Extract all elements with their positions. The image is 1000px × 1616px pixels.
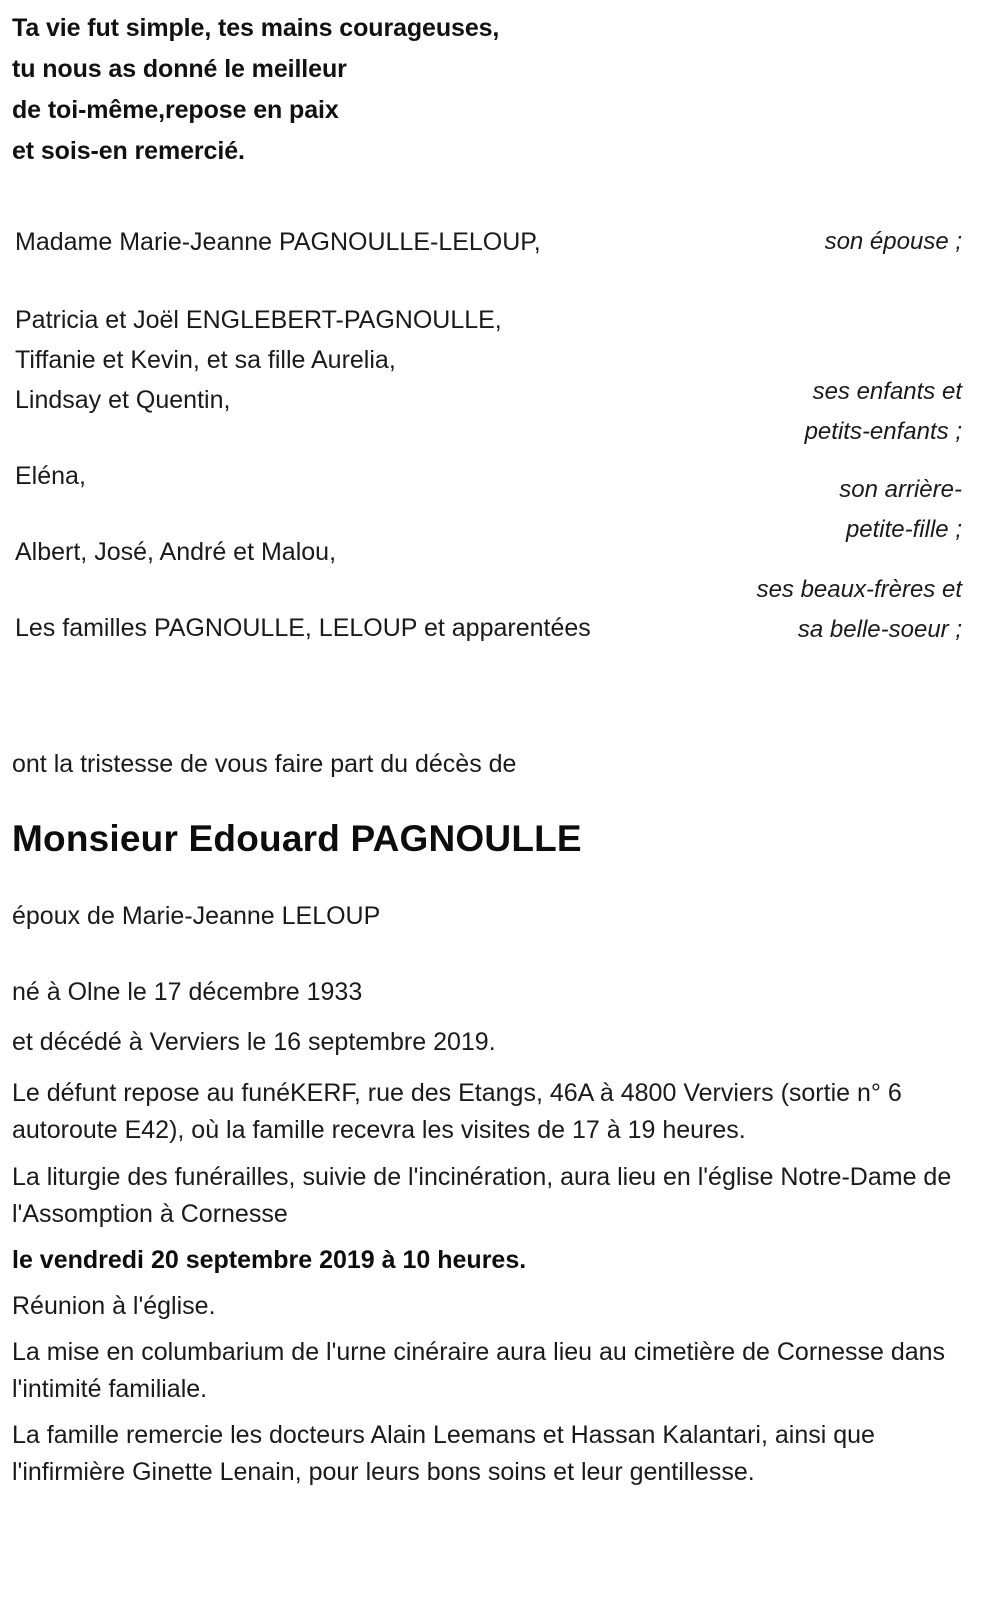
descriptor-great-granddaughter-line-1: son arrière- (839, 476, 962, 503)
names-spacer-4 (15, 572, 675, 608)
spouse-of-line: époux de Marie-Jeanne LELOUP (12, 902, 381, 930)
names-spacer-1 (15, 262, 675, 300)
thanks-note: La famille remercie les docteurs Alain Leemans et Hassan Kalantari, ainsi que l'infirmière Ginette Lenain, pour leurs bons soins et leur gentillesse. (12, 1421, 875, 1486)
ceremony-datetime: le vendredi 20 septembre 2019 à 10 heures. (12, 1246, 527, 1274)
poem-line-4: et sois-en remercié. (12, 137, 245, 165)
family-name-children-1: Patricia et Joël ENGLEBERT-PAGNOULLE, (15, 306, 502, 334)
descriptor-children-line-1: ses enfants et (812, 378, 962, 405)
poem-line-1: Ta vie fut simple, tes mains courageuses, (12, 14, 500, 42)
descriptors-spacer-3 (632, 550, 962, 570)
family-name-children-3: Lindsay et Quentin, (15, 386, 231, 414)
descriptor-children-line-2: petits-enfants ; (804, 418, 962, 445)
relationship-descriptors-column (632, 222, 962, 650)
family-name-children-2: Tiffanie et Kevin, et sa fille Aurelia, (15, 346, 396, 374)
descriptor-spouse: son épouse ; (824, 228, 962, 255)
gathering-note: Réunion à l'église. (12, 1292, 216, 1320)
liturgy-details: La liturgie des funérailles, suivie de l'incinération, aura lieu en l'église Notre-Dame de l'Assomption à Cornesse (12, 1163, 952, 1228)
names-spacer-2 (15, 420, 675, 456)
family-relations-block (0, 222, 1000, 722)
repose-details: Le défunt repose au funéKERF, rue des Etangs, 46A à 4800 Verviers (sortie n° 6 autoroute E42), où la famille recevra les visites de 17 à 19 heures. (12, 1079, 902, 1144)
deceased-name: Monsieur Edouard PAGNOULLE (12, 818, 582, 859)
announcement-block (12, 745, 972, 1500)
memorial-poem (12, 8, 832, 172)
poem-line-2: tu nous as donné le meilleur (12, 55, 347, 83)
columbarium-details: La mise en columbarium de l'urne cinéraire aura lieu au cimetière de Cornesse dans l'intimité familiale. (12, 1338, 946, 1403)
birth-details: né à Olne le 17 décembre 1933 (12, 978, 363, 1006)
announcement-lead: ont la tristesse de vous faire part du décès de (12, 750, 517, 778)
descriptors-spacer-1 (632, 262, 962, 372)
death-details: et décédé à Verviers le 16 septembre 2019. (12, 1028, 496, 1056)
descriptors-spacer-2 (632, 452, 962, 470)
poem-line-3: de toi-même,repose en paix (12, 96, 339, 124)
descriptor-great-granddaughter-line-2: petite-fille ; (845, 516, 962, 543)
names-spacer-3 (15, 496, 675, 532)
family-name-widow: Madame Marie-Jeanne PAGNOULLE-LELOUP, (15, 228, 541, 256)
family-name-families: Les familles PAGNOULLE, LELOUP et apparentées (15, 614, 591, 642)
family-names-column (15, 222, 675, 648)
family-name-great-granddaughter: Eléna, (15, 462, 86, 490)
descriptor-in-laws-line-1: ses beaux-frères et (756, 576, 962, 603)
family-name-in-laws: Albert, José, André et Malou, (15, 538, 337, 566)
descriptor-in-laws-line-2: sa belle-soeur ; (797, 616, 962, 643)
